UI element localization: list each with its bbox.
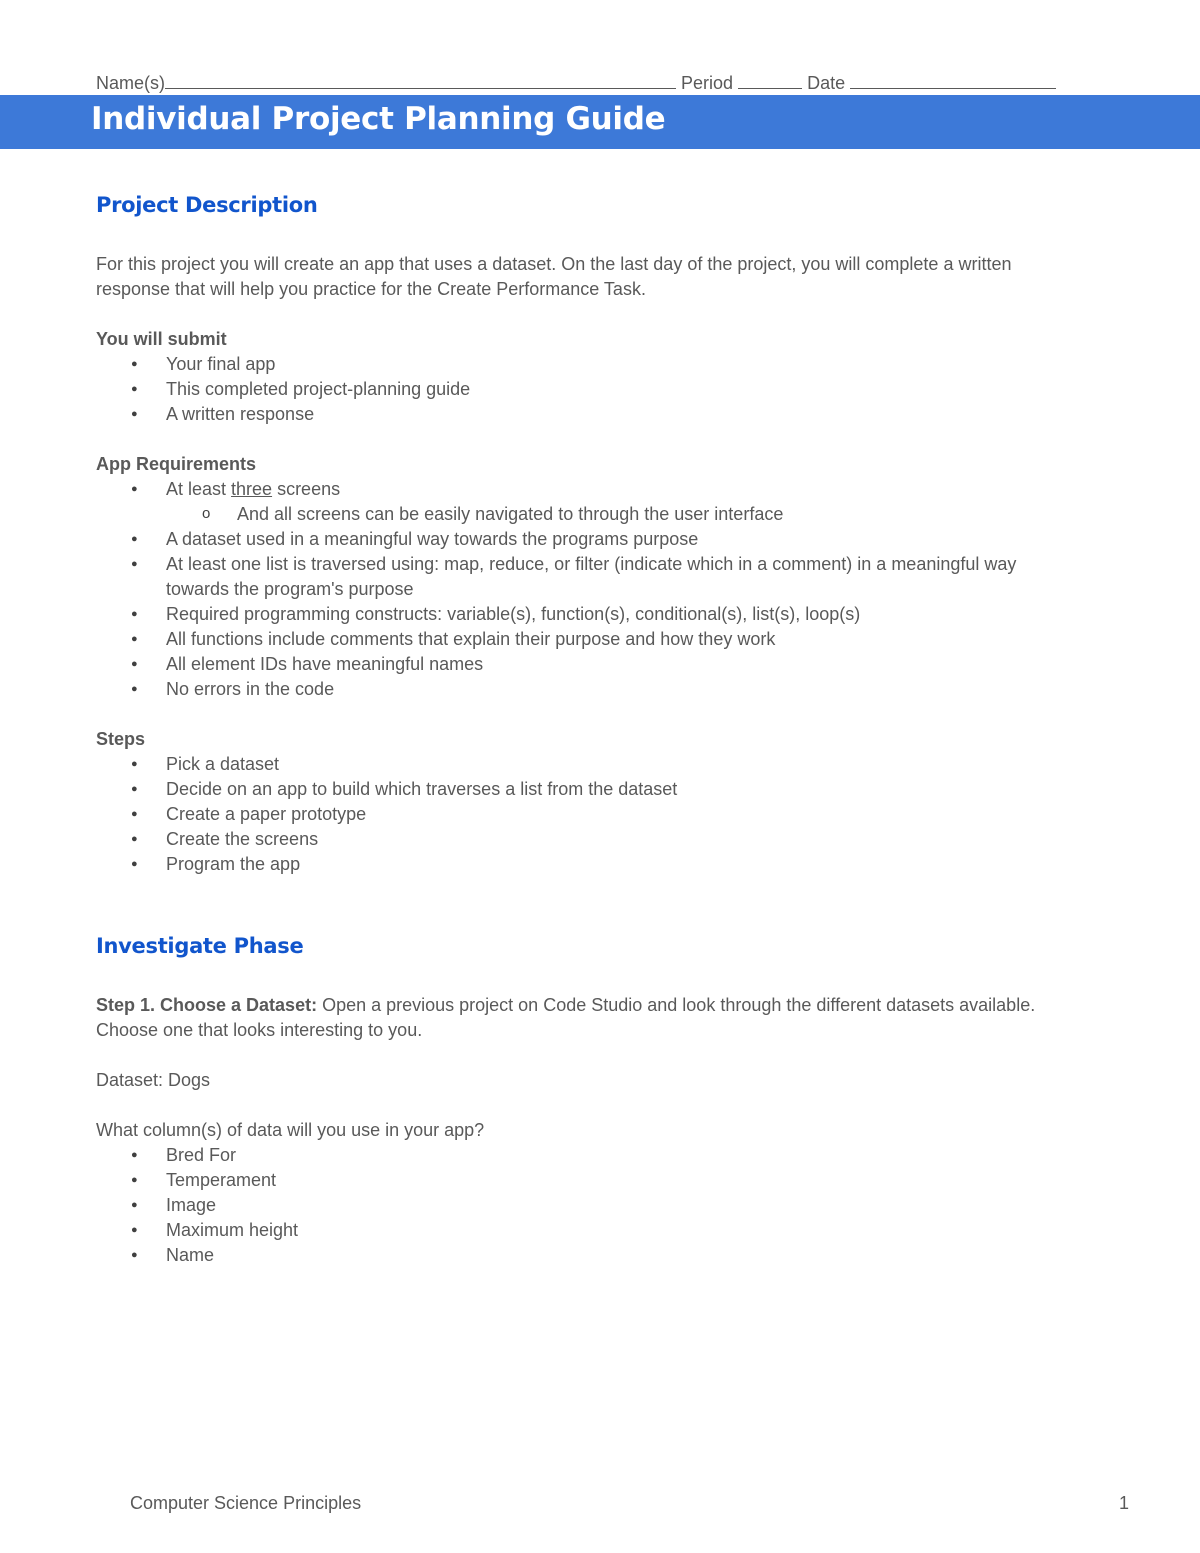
list-item: ● Decide on an app to build which traverses a list from the dataset <box>96 777 1106 802</box>
name-field[interactable] <box>165 70 676 89</box>
list-item: ● This completed project-planning guide <box>96 377 1106 402</box>
header-fields <box>96 70 1086 95</box>
period-label: Period <box>681 73 734 93</box>
list-item: ● Temperament <box>96 1168 1106 1193</box>
intro-line-1: For this project you will create an app that uses a dataset. On the last day of the project, you will complete a written <box>96 254 1012 274</box>
title-banner <box>0 95 1200 149</box>
step1-paragraph: Step 1. Choose a Dataset: Open a previous project on Code Studio and look through the different datasets available. <box>96 995 1036 1015</box>
date-label: Date <box>807 73 846 93</box>
intro-line-2: response that will help you practice for the Create Performance Task. <box>96 279 646 299</box>
investigate-phase-heading: Investigate Phase <box>96 934 304 958</box>
name-label: Name(s) <box>96 73 166 93</box>
list-item: ● A written response <box>96 402 1106 427</box>
list-item: ● At least three screens <box>96 477 1106 502</box>
requirements-heading: App Requirements <box>96 454 257 474</box>
list-item: ● Program the app <box>96 852 1106 877</box>
project-description-heading: Project Description <box>96 193 318 217</box>
dataset-line: Dataset: Dogs <box>96 1070 211 1090</box>
page-title: Individual Project Planning Guide <box>91 101 666 137</box>
date-field[interactable] <box>850 70 1056 89</box>
list-item: ● No errors in the code <box>96 677 1106 702</box>
list-item: ● All functions include comments that explain their purpose and how they work <box>96 627 1106 652</box>
list-item: ● At least one list is traversed using: map, reduce, or filter (indicate which in a comment) in a meaningful way towards the program's purpose <box>96 552 1106 602</box>
submit-heading: You will submit <box>96 329 227 349</box>
columns-question: What column(s) of data will you use in your app? <box>96 1120 485 1140</box>
submit-list <box>96 352 1106 427</box>
footer-course: Computer Science Principles <box>130 1493 362 1513</box>
sub-list-item: o And all screens can be easily navigated to through the user interface <box>96 502 1106 527</box>
steps-heading: Steps <box>96 729 146 749</box>
step1-label: Step 1. Choose a Dataset: <box>96 995 318 1015</box>
underlined-word: three <box>231 479 273 499</box>
list-item: ● Pick a dataset <box>96 752 1106 777</box>
list-item: ● Image <box>96 1193 1106 1218</box>
document-body <box>96 188 1106 1268</box>
period-field[interactable] <box>738 70 802 89</box>
footer-page-number: 1 <box>1119 1493 1130 1513</box>
list-item: ● Create a paper prototype <box>96 802 1106 827</box>
requirements-list <box>96 477 1106 702</box>
list-item: ● Bred For <box>96 1143 1106 1168</box>
list-item: ● Create the screens <box>96 827 1106 852</box>
columns-list <box>96 1143 1106 1268</box>
list-item: ● Your final app <box>96 352 1106 377</box>
list-item: ● All element IDs have meaningful names <box>96 652 1106 677</box>
steps-list <box>96 752 1106 877</box>
list-item: ● Maximum height <box>96 1218 1106 1243</box>
list-item: ● Name <box>96 1243 1106 1268</box>
list-item: ● A dataset used in a meaningful way towards the programs purpose <box>96 527 1106 552</box>
step1-line-2: Choose one that looks interesting to you. <box>96 1020 423 1040</box>
list-item: ● Required programming constructs: variable(s), function(s), conditional(s), list(s), loop(s) <box>96 602 1106 627</box>
